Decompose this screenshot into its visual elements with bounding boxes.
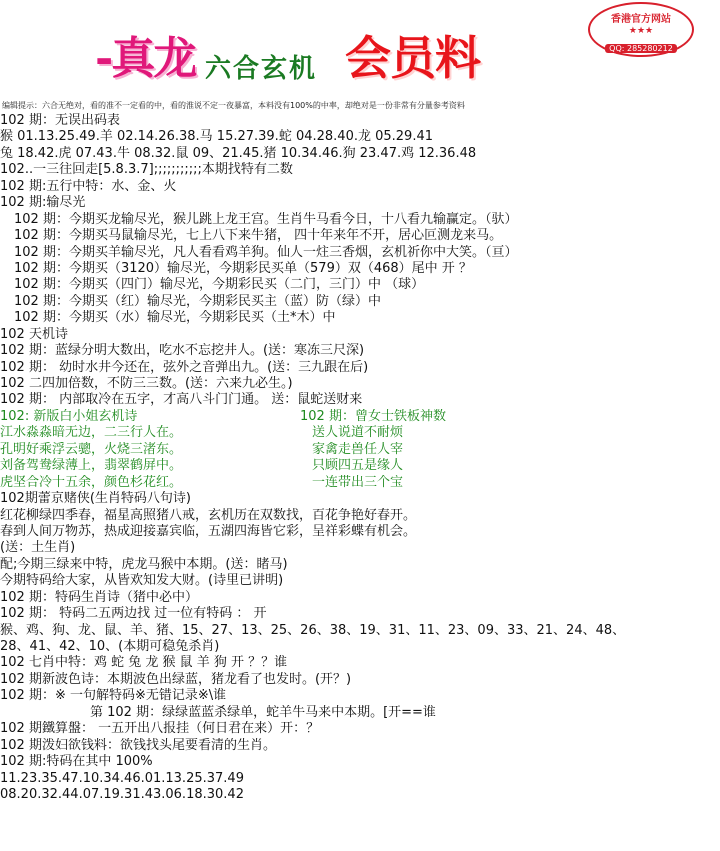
text-line: 102 期新波色诗：本期波色出绿蓝，猪龙看了也发时。(开？) <box>0 671 352 687</box>
text-line: (送：土生肖) <box>0 540 76 556</box>
stamp-stars-icon: ★★★ <box>628 26 654 36</box>
text-line: 102 期： 特码二五两边找 过一位有特码 ： 开 <box>0 606 267 622</box>
text-line: 102 期：今期买龙输尽光，猴儿跳上龙王宫。生肖牛马看今日，十八看九输赢定。（驮） <box>14 211 518 227</box>
text-line: 102 期：今期买羊输尽光，凡人看看鸡羊狗。仙人一炷三香烟，玄机祈你中大笑。（亘） <box>14 244 518 260</box>
logo-title-middle: 六合玄机 <box>205 54 318 84</box>
text-line: 102 期： 幼时水井今还在，弦外之音弹出九。(送：三九跟在后) <box>0 359 369 375</box>
number-list-row: 28、41、42、10、(本期可稳兔杀肖) <box>0 639 220 654</box>
text-line: 102 期：蓝绿分明大数出，吃水不忘挖井人。(送：寒冻三尺深) <box>0 343 365 359</box>
text-line: 第 102 期：绿绿蓝蓝杀绿单，蛇羊牛马来中本期。[开==谁 <box>90 704 436 720</box>
number-list-row: 猴、鸡、狗、龙、鼠、羊、猪、15、27、13、25、26、38、19、31、11、23、09、33、21、24、48、 <box>0 622 626 638</box>
poem-line-left: 虎坚合冷十五余，颜色杉花红。 <box>0 474 183 490</box>
text-line: 红花柳绿四季春，福星高照猪八戒，玄机历在双数找，百花争艳好春开。 <box>0 507 417 523</box>
poem-line-right: 一连带出三个宝 <box>312 474 404 490</box>
poem-line-left: 孔明好乘浮云骢，火烧三渚东。 <box>0 441 183 457</box>
stamp-text: 香港官方网站 <box>611 14 671 25</box>
number-list-row: 08.20.32.44.07.19.31.43.06.18.30.42 <box>0 786 244 802</box>
poem-line-left: 江水淼淼暗无边，二三行人在。 <box>0 425 183 441</box>
text-line: 春到人间万物苏，热成迎接嘉宾临，五湖四海皆它彩，呈祥彩蝶有机会。 <box>0 523 417 539</box>
text-line: 102 期：今期买（水）输尽光，今期彩民买（土*木）中 <box>14 310 336 326</box>
text-line: 102 期:特码在其中 100% <box>0 754 153 770</box>
stamp-qq: QQ: 285280212 <box>605 44 677 53</box>
poem-row <box>0 409 720 425</box>
text-line: 102 七肖中特：鸡 蛇 兔 龙 猴 鼠 羊 狗 开 ？？谁 <box>0 655 288 671</box>
text-line: 今期特码给大家，从皆欢知发大财。(诗里已讲明) <box>0 573 284 589</box>
text-line: 102 期：特码生肖诗（猪中必中） <box>0 589 198 605</box>
poem-row <box>0 442 720 458</box>
poem-heading-right: 102 期：曾女士铁板神数 <box>300 408 446 424</box>
zodiac-number-row: 猴 01.13.25.49.羊 02.14.26.38.马 15.27.39.蛇 04.28.40.龙 05.29.41 <box>0 129 433 145</box>
text-line: 102 二四加倍数，不防三三数。(送：六来九必生。) <box>0 376 293 391</box>
zodiac-number-row: 兔 18.42.虎 07.43.牛 08.32.鼠 09、21.45.猪 10.34.46.狗 23.47.鸡 12.36.48 <box>0 145 477 161</box>
logo-title-right: 会员料 <box>345 31 480 85</box>
text-line: 配;今期三绿来中特，虎龙马猴中本期。(送：睹马) <box>0 556 288 572</box>
poem-heading-left: 102: 新版白小姐玄机诗 <box>0 408 138 424</box>
text-line: 102 期：今期买（3120）输尽光，今期彩民买单（579）双（468）尾中 开 ？ <box>14 260 472 276</box>
text-line: 102 期：※ 一句解特码※无错记录※\谁 <box>0 688 227 704</box>
site-stamp <box>588 2 694 57</box>
header-banner <box>0 0 720 95</box>
poem-row <box>0 458 720 474</box>
section-heading: 102 天机诗 <box>0 326 68 342</box>
poem-row <box>0 475 720 491</box>
text-line: 102..一三往回走[5.8.3.7];;;;;;;;;;;本期找特有二数 <box>0 162 293 178</box>
text-line: 102 期:五行中特：水、金、火 <box>0 178 177 194</box>
text-line: 102 期：今期买马鼠输尽光，七上八下来牛猪， 四十年来年不开，居心叵测龙来马。 <box>14 228 503 244</box>
poem-line-right: 送人说道不耐烦 <box>312 425 404 441</box>
poem-line-left: 刘备驾鸯绿薄上，翡翠鹤屏中。 <box>0 458 183 474</box>
text-line: 102 期鐵算盤： 一五开出八报挂（何日君在来）开：？ <box>0 721 320 737</box>
section-heading: 102 期:输尽光 <box>0 195 86 211</box>
document-body <box>0 113 720 803</box>
text-line: 102 期泼妇欲钱料：欲钱找头尾要看清的生肖。 <box>0 737 276 753</box>
disclaimer-note: 编辑提示：六合无绝对，看的准不一定看的中，看的淮说不定一夜暴富，本料没有100%的中率，却绝对是一份非常有分量参考资料 <box>2 101 465 110</box>
section-heading: 102期蕾京赌侠(生肖特码八句诗) <box>0 491 191 507</box>
logo-title-main: -真龙 <box>95 33 196 84</box>
number-list-row: 11.23.35.47.10.34.46.01.13.25.37.49 <box>0 770 244 786</box>
text-line: 102 期：今期买（红）输尽光，今期彩民买主（蓝）防（绿）中 <box>14 293 381 309</box>
text-line: 102 期：无误出码表 <box>0 113 120 128</box>
poem-line-right: 只顾四五是缘人 <box>312 458 404 474</box>
poem-row <box>0 425 720 441</box>
text-line: 102 期： 内部取冷在五字，才高八斗门门通。 送：鼠蛇送财来 <box>0 392 363 408</box>
poem-line-right: 家禽走兽任人宰 <box>312 441 404 457</box>
text-line: 102 期：今期买（四门）输尽光，今期彩民买（二门，三门）中 （球） <box>14 277 425 293</box>
